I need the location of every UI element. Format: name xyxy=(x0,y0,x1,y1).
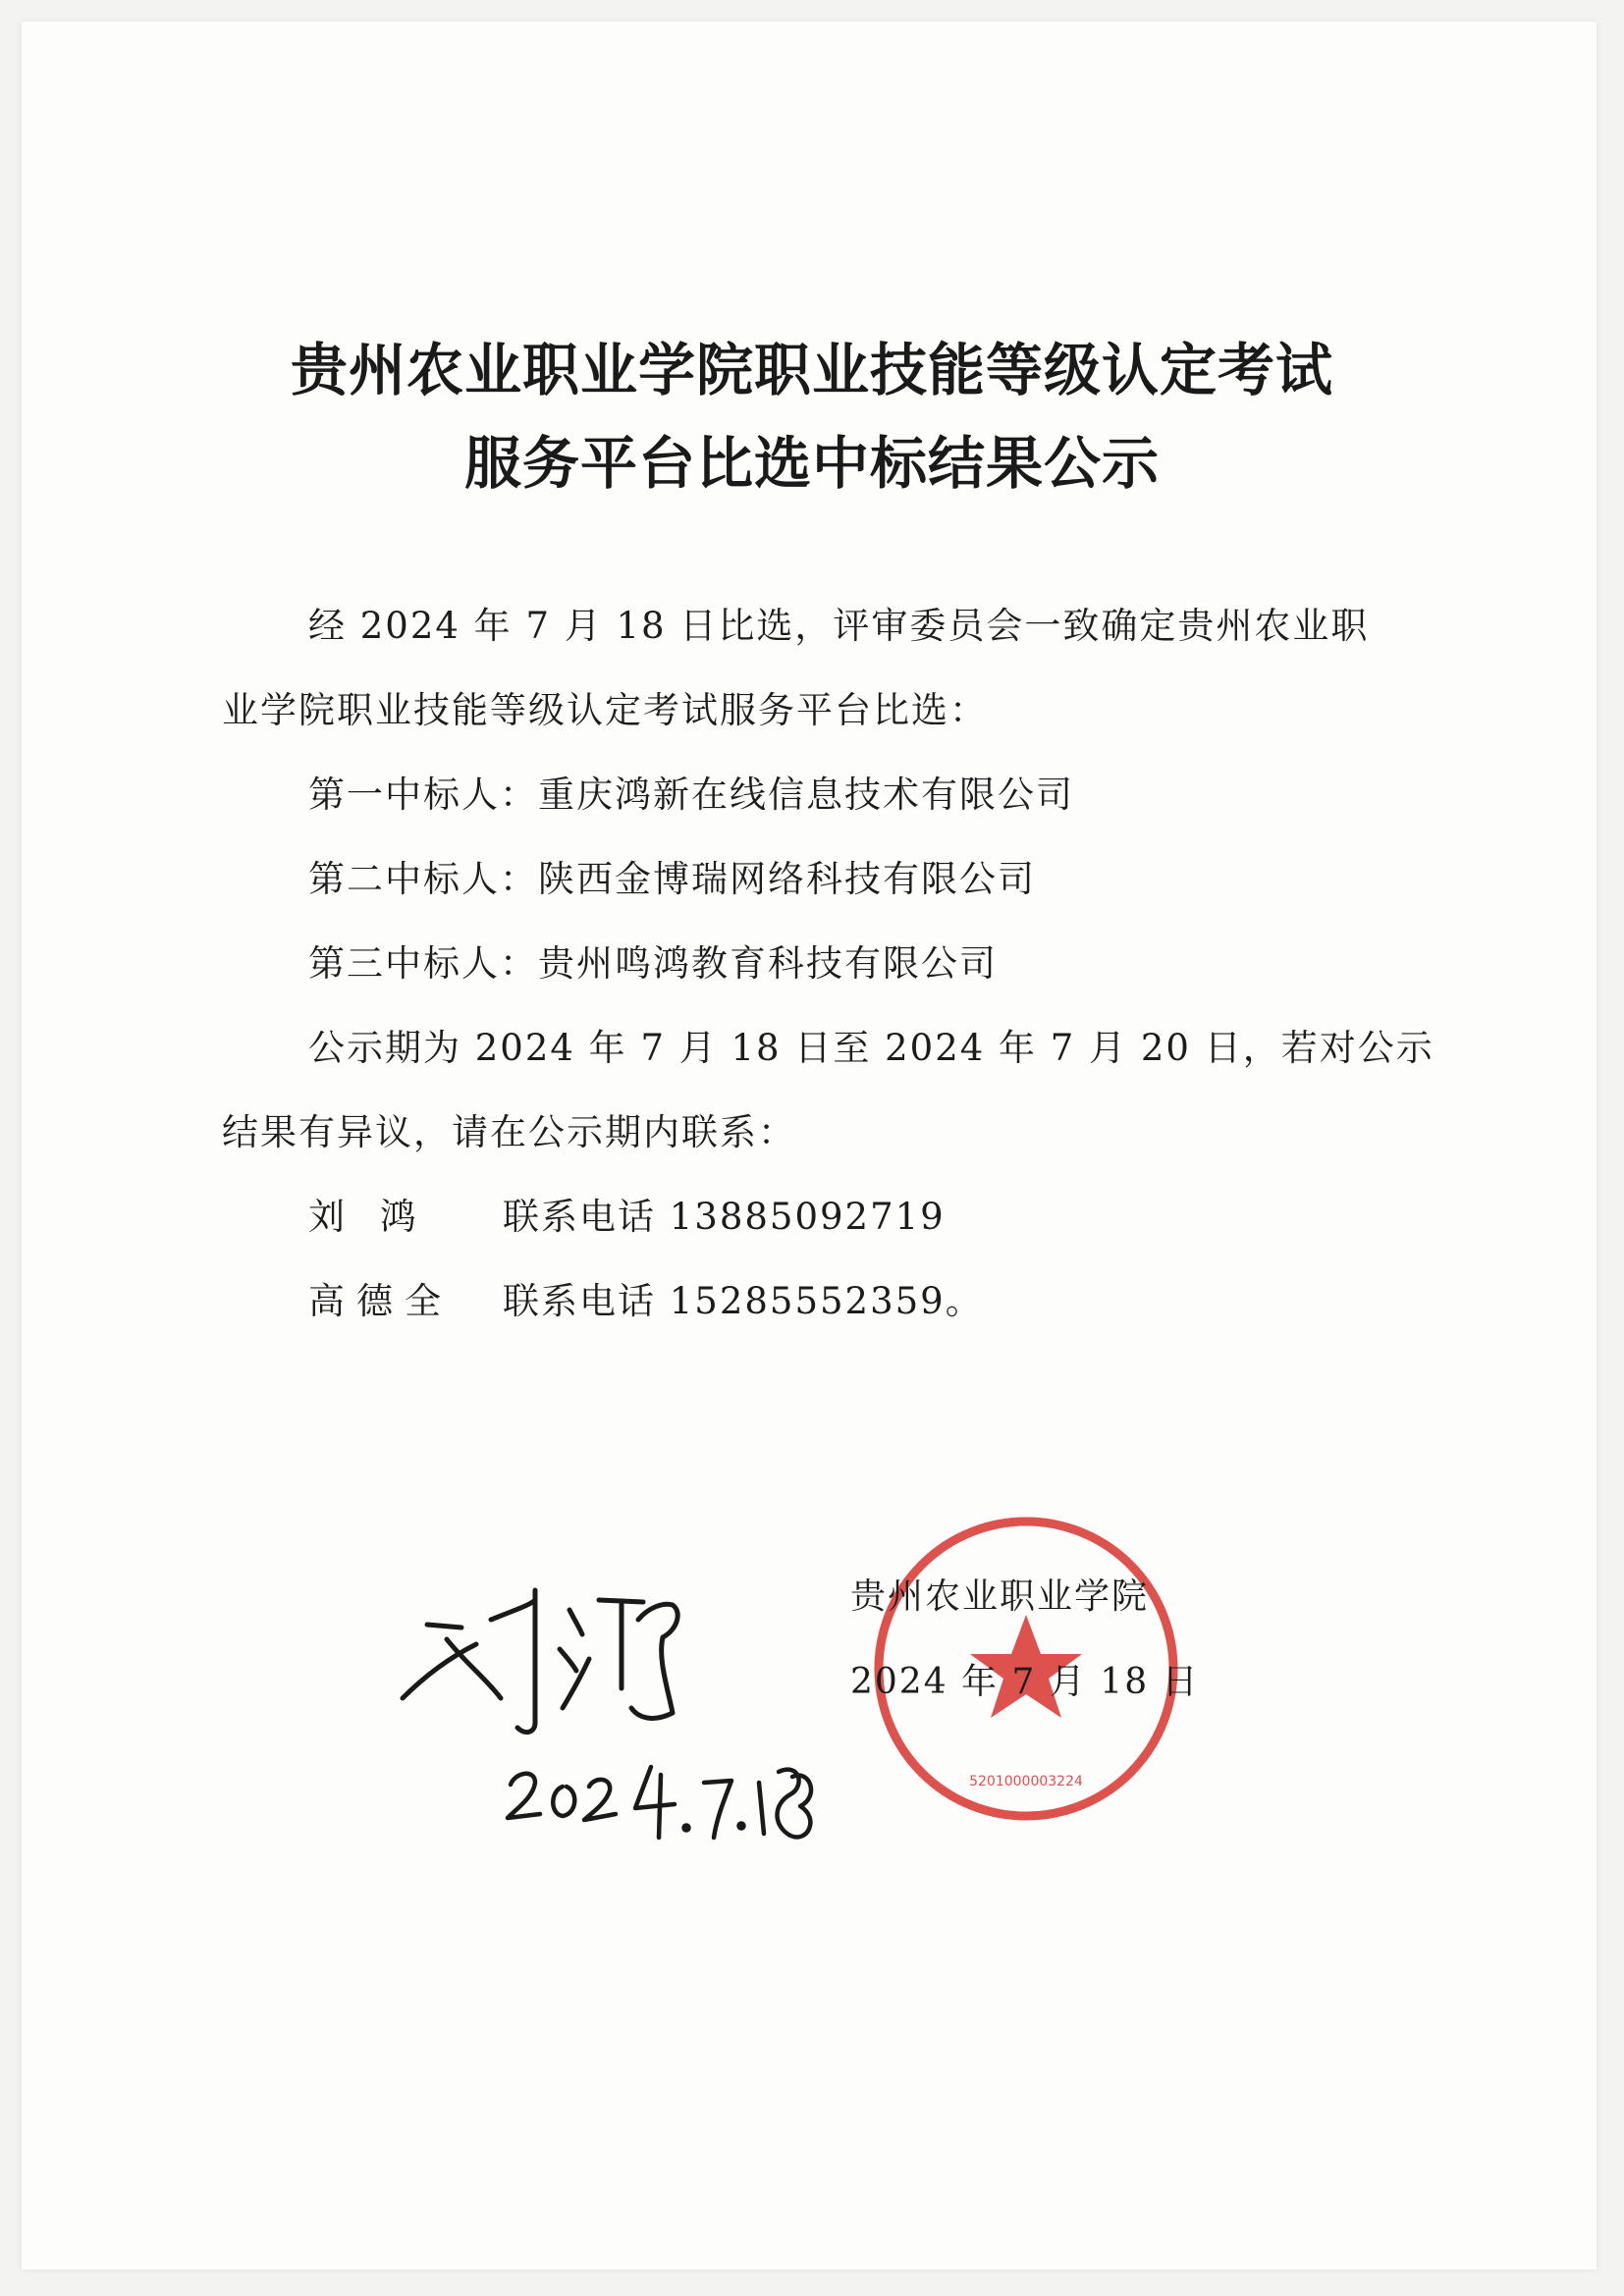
document-title-line1: 贵州农业职业学院职业技能等级认定考试 xyxy=(290,337,1333,403)
paragraph2-line2: 结果有异议，请在公示期内联系： xyxy=(222,1111,796,1153)
winner-1: 第一中标人：重庆鸿新在线信息技术有限公司 xyxy=(308,774,1074,816)
contact-name-2: 高德全 xyxy=(308,1280,453,1322)
issuer-name: 贵州农业职业学院 xyxy=(850,1576,1150,1617)
seal-number: 5201000003224 xyxy=(969,1774,1083,1789)
document-title-line2: 服务平台比选中标结果公示 xyxy=(463,430,1160,497)
contact-phone-2: 联系电话 15285552359。 xyxy=(503,1280,984,1322)
paragraph1-line1: 经 2024 年 7 月 18 日比选，评审委员会一致确定贵州农业职 xyxy=(308,605,1370,647)
winner-3: 第三中标人：贵州鸣鸿教育科技有限公司 xyxy=(308,942,998,985)
paragraph1-line2: 业学院职业技能等级认定考试服务平台比选： xyxy=(222,689,988,731)
handwritten-signature xyxy=(388,1551,839,1845)
issue-date: 2024 年 7 月 18 日 xyxy=(850,1662,1200,1702)
paragraph2-line1: 公示期为 2024 年 7 月 18 日至 2024 年 7 月 20 日，若对公示 xyxy=(308,1027,1435,1069)
contact-phone-1: 联系电话 13885092719 xyxy=(503,1196,946,1238)
contact-name-1: 刘 鸿 xyxy=(308,1196,428,1238)
winner-2: 第二中标人：陕西金博瑞网络科技有限公司 xyxy=(308,858,1036,900)
document-body xyxy=(222,584,1435,1369)
